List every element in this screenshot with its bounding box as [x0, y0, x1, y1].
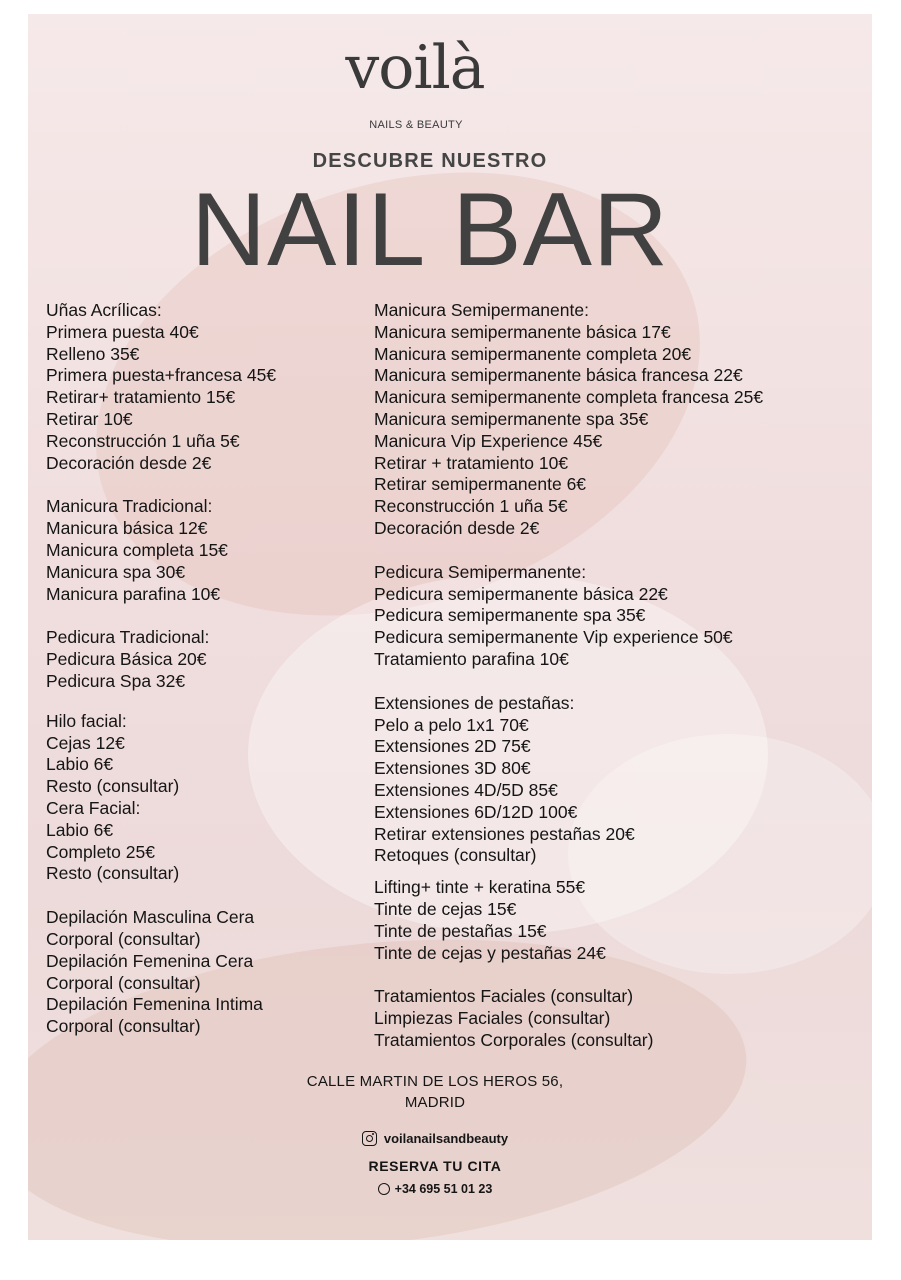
service-item: Reconstrucción 1 uña 5€ — [46, 430, 240, 451]
phone-number-text: +34 695 51 01 23 — [394, 1182, 493, 1196]
service-item: Primera puesta+francesa 45€ — [46, 365, 277, 386]
section-acrylic-nails — [46, 300, 376, 474]
service-item: Extensiones 4D/5D 85€ — [374, 779, 558, 800]
service-item: Manicura semipermanente básica francesa 22€ — [374, 365, 743, 386]
service-item: Manicura semipermanente spa 35€ — [374, 408, 649, 429]
service-item: Extensiones 6D/12D 100€ — [374, 801, 578, 822]
section-semipermanent-manicure — [374, 300, 844, 540]
service-item: Decoración desde 2€ — [374, 517, 540, 538]
section-heading: Hilo facial: — [46, 710, 127, 731]
service-item: Manicura semipermanente básica 17€ — [374, 321, 671, 342]
service-item: Pedicura Básica 20€ — [46, 649, 207, 670]
service-item: Manicura básica 12€ — [46, 518, 208, 539]
section-heading: Uñas Acrílicas: — [46, 300, 162, 320]
section-heading: Extensiones de pestañas: — [374, 692, 575, 713]
address-street: CALLE MARTIN DE LOS HEROS 56, — [306, 1073, 564, 1090]
service-item: Relleno 35€ — [46, 343, 140, 364]
instagram-handle-text: voilanailsandbeauty — [383, 1131, 509, 1146]
service-item: Pedicura semipermanente spa 35€ — [374, 605, 646, 626]
service-item: Tinte de cejas y pestañas 24€ — [374, 942, 606, 963]
service-item: Pelo a pelo 1x1 70€ — [374, 714, 529, 735]
service-item: Extensiones 2D 75€ — [374, 736, 531, 757]
headline: NAIL BAR — [190, 172, 670, 288]
service-item: Retirar 10€ — [46, 408, 133, 429]
service-item: Pedicura semipermanente básica 22€ — [374, 583, 668, 604]
service-item: Decoración desde 2€ — [46, 452, 212, 473]
service-item: Tinte de pestañas 15€ — [374, 920, 547, 941]
service-item: Pedicura semipermanente Vip experience 50€ — [374, 627, 733, 648]
service-item: Manicura spa 30€ — [46, 561, 186, 582]
service-item: Retirar + tratamiento 10€ — [374, 452, 569, 473]
service-item: Depilación Femenina Cera — [46, 950, 254, 971]
service-item: Corporal (consultar) — [46, 928, 201, 949]
service-item: Tinte de cejas 15€ — [374, 898, 517, 919]
address-block — [250, 1071, 620, 1113]
service-item: Primera puesta 40€ — [46, 321, 199, 342]
service-item: Manicura completa 15€ — [46, 539, 228, 560]
section-traditional-pedicure — [46, 627, 376, 692]
section-semipermanent-pedicure — [374, 562, 844, 671]
service-item: Limpiezas Faciales (consultar) — [374, 1008, 611, 1029]
service-item: Cejas 12€ — [46, 732, 125, 753]
service-item: Depilación Femenina Intima — [46, 994, 263, 1015]
section-heading: Pedicura Tradicional: — [46, 627, 210, 648]
services-left-column — [46, 300, 376, 1038]
service-item: Labio 6€ — [46, 754, 114, 775]
service-item: Completo 25€ — [46, 841, 155, 862]
address-city: MADRID — [404, 1094, 466, 1111]
section-body-waxing — [46, 907, 376, 1038]
whatsapp-icon — [378, 1183, 390, 1195]
section-heading: Manicura Tradicional: — [46, 496, 213, 517]
section-heading: Manicura Semipermanente: — [374, 300, 589, 320]
service-item: Lifting+ tinte + keratina 55€ — [374, 877, 586, 898]
service-item: Labio 6€ — [46, 819, 114, 840]
service-item: Resto (consultar) — [46, 863, 180, 884]
booking-cta: RESERVA TU CITA — [368, 1158, 502, 1174]
service-item: Resto (consultar) — [46, 776, 180, 797]
service-item: Manicura semipermanente completa francesa 25€ — [374, 387, 764, 408]
section-facial-threading-wax — [46, 711, 376, 885]
service-item: Corporal (consultar) — [46, 972, 201, 993]
service-item: Retoques (consultar) — [374, 845, 537, 866]
service-item: Tratamientos Faciales (consultar) — [374, 986, 634, 1007]
section-heading: Cera Facial: — [46, 797, 141, 818]
service-item: Tratamientos Corporales (consultar) — [374, 1029, 654, 1050]
service-item: Corporal (consultar) — [46, 1016, 201, 1037]
instagram-icon — [362, 1131, 377, 1146]
brand-tagline: NAILS & BEAUTY — [369, 119, 463, 131]
service-item: Depilación Masculina Cera — [46, 907, 255, 928]
service-item: Retirar semipermanente 6€ — [374, 474, 587, 495]
service-item: Reconstrucción 1 uña 5€ — [374, 496, 568, 517]
service-item: Manicura Vip Experience 45€ — [374, 430, 603, 451]
section-treatments — [374, 986, 844, 1051]
service-item: Retirar extensiones pestañas 20€ — [374, 823, 635, 844]
section-lifting-tint — [374, 877, 844, 964]
service-item: Pedicura Spa 32€ — [46, 670, 186, 691]
service-item: Extensiones 3D 80€ — [374, 758, 531, 779]
service-item: Manicura parafina 10€ — [46, 583, 221, 604]
section-eyelash-extensions — [374, 693, 844, 867]
brand-logo: voilà — [345, 33, 485, 103]
instagram-handle — [250, 1131, 620, 1146]
section-traditional-manicure — [46, 496, 376, 605]
service-item: Manicura semipermanente completa 20€ — [374, 343, 692, 364]
services-right-column — [374, 300, 844, 1052]
service-item: Retirar+ tratamiento 15€ — [46, 387, 236, 408]
kicker-text: DESCUBRE NUESTRO — [312, 150, 548, 172]
phone-number — [250, 1182, 620, 1196]
section-heading: Pedicura Semipermanente: — [374, 561, 587, 582]
service-item: Tratamiento parafina 10€ — [374, 648, 569, 669]
